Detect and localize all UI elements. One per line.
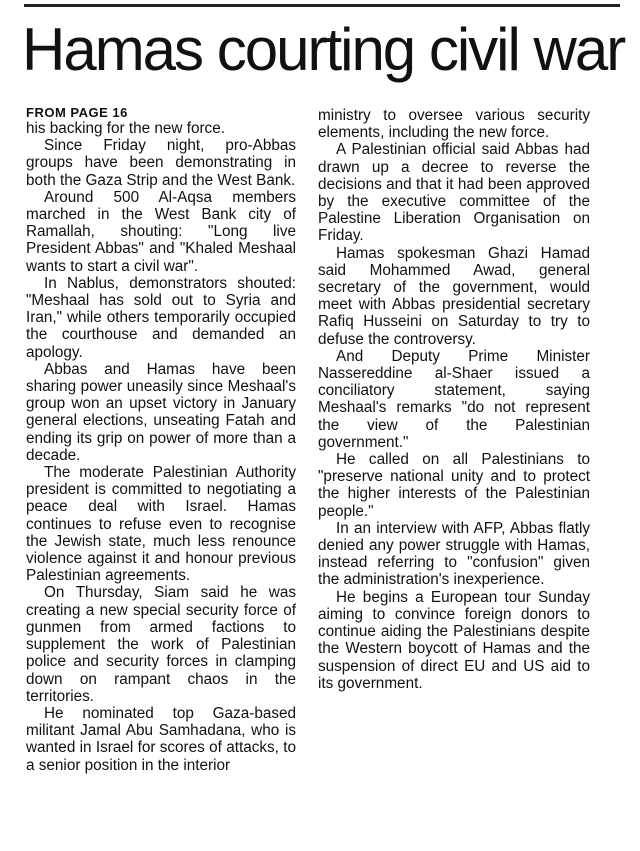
paragraph: A Palestinian official said Abbas had drawn up a decree to reverse the decisions and that it had been approved by the executive committee of the Palestine Liberation Organisation on Friday. xyxy=(318,141,590,245)
continuation-kicker: FROM PAGE 16 xyxy=(26,105,128,120)
paragraph: And Deputy Prime Minister Nassereddine al-Shaer issued a conciliatory statement, saying Meshaal's remarks "do not represent the view of the Palestinian government." xyxy=(318,347,590,451)
paragraph: In Nablus, demonstrators shouted: "Meshaal has sold out to Syria and Iran," while others temporarily occupied the courthouse and demanded an apology. xyxy=(26,274,296,361)
paragraph: ministry to oversee various security elements, including the new force. xyxy=(318,107,590,142)
paragraph: Around 500 Al-Aqsa members marched in the West Bank city of Ramallah, shouting: "Long live President Abbas" and "Khaled Meshaal wants to start a civil war". xyxy=(26,188,296,275)
paragraph: He begins a European tour Sunday aiming to convince foreign donors to continue aiding the Palestinians despite the Western boycott of Hamas and the suspension of direct EU and US aid to its government. xyxy=(318,588,590,692)
paragraph: his backing for the new force. xyxy=(26,120,225,137)
paragraph: Abbas and Hamas have been sharing power uneasily since Meshaal's group won an upset victory in January general elections, unseating Fatah and ending its grip on power of more than a decade. xyxy=(26,360,296,464)
paragraph: On Thursday, Siam said he was creating a new special security force of gunmen from armed factions to supplement the work of Palestinian police and security forces in clamping down on rampant chaos in the territories. xyxy=(26,584,296,705)
paragraph: Hamas spokesman Ghazi Hamad said Mohammed Awad, general secretary of the government, would meet with Abbas presidential secretary Rafiq Husseini on Saturday to try to defuse the controversy. xyxy=(318,244,590,348)
paragraph: In an interview with AFP, Abbas flatly denied any power struggle with Hamas, instead referring to "confusion" given the administration's inexperience. xyxy=(318,519,590,589)
paragraph: He called on all Palestinians to "preserve national unity and to protect the higher interests of the Palestinian people." xyxy=(318,451,590,520)
left-column xyxy=(26,105,296,774)
paragraph: He nominated top Gaza-based militant Jamal Abu Samhadana, who is wanted in Israel for scores of attacks, to a senior position in the interior xyxy=(26,704,296,774)
top-rule xyxy=(24,4,620,7)
paragraph: The moderate Palestinian Authority president is committed to negotiating a peace deal with Israel. Hamas continues to refuse even to recognise the Jewish state, much less renounce violence against it and honour previous Palestinian agreements. xyxy=(26,464,296,585)
right-column xyxy=(318,107,590,692)
paragraph: Since Friday night, pro-Abbas groups have been demonstrating in both the Gaza Strip and the West Bank. xyxy=(26,137,296,189)
headline: Hamas courting civil war xyxy=(22,16,625,83)
